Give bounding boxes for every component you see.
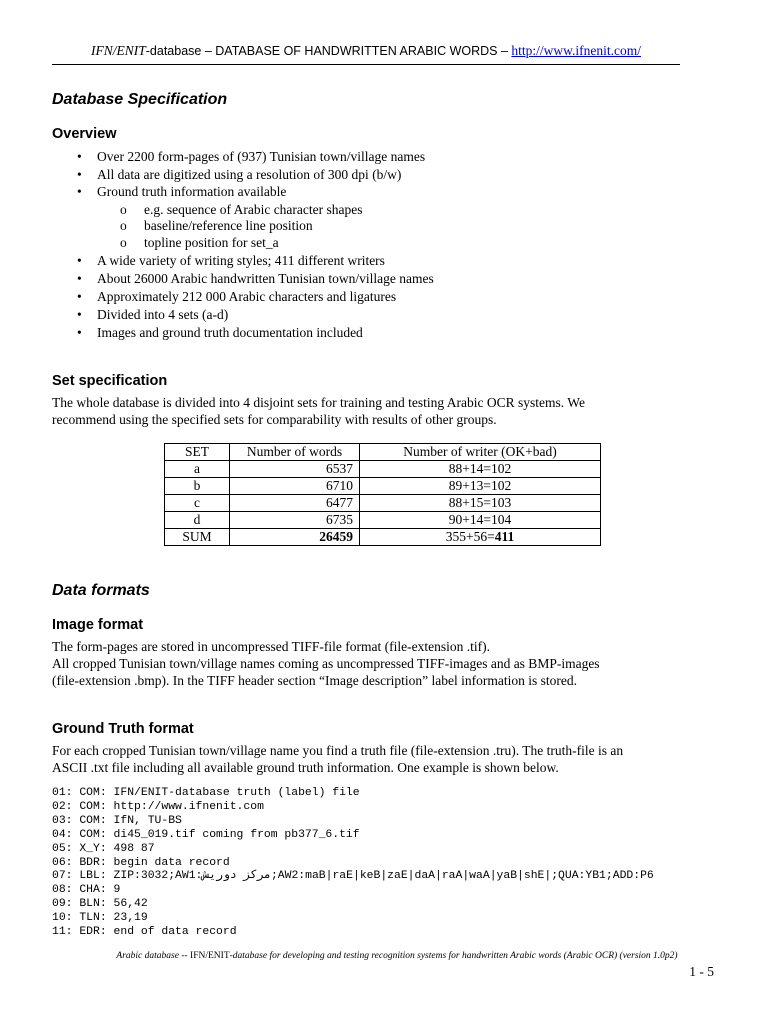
overview-sub-bullet: o e.g. sequence of Arabic character shapes <box>144 201 363 218</box>
overview-bullet: • Ground truth information available <box>97 183 286 201</box>
truth-file-example <box>52 787 654 940</box>
code-line: 04: COM: di45_019.tif coming from pb377_6.tif <box>52 828 360 841</box>
table-header-cell: Number of words <box>230 444 360 461</box>
code-line: 07: LBL: ZIP:3032;AW1:مركز دوريش;AW2:maB|raE|keB|zaE|daA|raA|waA|yaB|shE|;QUA:YB1;ADD:P6 <box>52 870 654 883</box>
overview-bullet: • All data are digitized using a resolution of 300 dpi (b/w) <box>97 166 401 184</box>
subsection-heading-ground-truth-format: Ground Truth format <box>52 721 194 737</box>
page-header <box>52 43 680 59</box>
code-line: 11: EDR: end of data record <box>52 926 237 939</box>
header-database-suffix: -database <box>145 44 202 58</box>
table-cell: d <box>165 512 230 529</box>
overview-bullet: • Approximately 212 000 Arabic characters and ligatures <box>97 288 396 306</box>
overview-sub-bullet: o baseline/reference line position <box>144 217 313 234</box>
table-cell: c <box>165 495 230 512</box>
table-sum-writers <box>360 529 601 546</box>
table-cell: 89+13=102 <box>360 478 601 495</box>
section-heading-database-specification: Database Specification <box>52 91 228 108</box>
ground-truth-line: For each cropped Tunisian town/village name you find a truth file (file-extension .tru). The truth-file is an <box>52 743 624 758</box>
code-line: 09: BLN: 56,42 <box>52 898 148 911</box>
footer-ifnenit: IFN/ENIT <box>190 951 230 961</box>
table-row <box>165 512 601 529</box>
table-row <box>165 461 601 478</box>
overview-bullet: • Divided into 4 sets (a-d) <box>97 306 228 324</box>
set-spec-paragraph-line: recommend using the specified sets for comparability with results of other groups. <box>52 412 497 427</box>
table-header-row <box>165 444 601 461</box>
page-number: 1 - 5 <box>689 964 714 979</box>
header-ifnenit: IFN/ENIT <box>91 43 146 58</box>
table-header-cell: SET <box>165 444 230 461</box>
overview-bullet: • Over 2200 form-pages of (937) Tunisian town/village names <box>97 148 425 166</box>
table-cell: 88+15=103 <box>360 495 601 512</box>
table-cell: 6477 <box>230 495 360 512</box>
table-row <box>165 495 601 512</box>
table-sum-words <box>230 529 360 546</box>
subsection-heading-image-format: Image format <box>52 617 144 633</box>
table-cell: 6735 <box>230 512 360 529</box>
subsection-heading-overview: Overview <box>52 126 117 142</box>
header-separator: – <box>201 44 216 58</box>
table-row <box>165 478 601 495</box>
overview-sub-bullet: o topline position for set_a <box>144 234 279 251</box>
ground-truth-line: ASCII .txt file including all available ground truth information. One example is shown below. <box>52 760 559 775</box>
table-cell: a <box>165 461 230 478</box>
header-title: DATABASE OF HANDWRITTEN ARABIC WORDS <box>215 44 498 58</box>
table-sum-writers-total: 411 <box>494 529 515 544</box>
table-sum-words-value: 26459 <box>319 529 353 544</box>
footer-rest: -database for developing and testing recognition systems for handwritten Arabic words (Arabic OCR) (version 1.0p2) <box>229 951 678 961</box>
table-sum-label: SUM <box>165 529 230 546</box>
table-cell: 88+14=102 <box>360 461 601 478</box>
code-line: 05: X_Y: 498 87 <box>52 842 155 855</box>
table-cell: 6710 <box>230 478 360 495</box>
set-spec-paragraph-line: The whole database is divided into 4 disjoint sets for training and testing Arabic OCR systems. We <box>52 395 585 410</box>
header-rule <box>52 64 680 65</box>
code-line: 02: COM: http://www.ifnenit.com <box>52 800 264 813</box>
image-format-line: (file-extension .bmp). In the TIFF header section “Image description” label information is stored. <box>52 673 577 688</box>
image-format-line: The form-pages are stored in uncompressed TIFF-file format (file-extension .tif). <box>52 639 490 654</box>
header-separator: – <box>497 44 512 58</box>
subsection-heading-set-specification: Set specification <box>52 373 168 389</box>
code-line: 01: COM: IFN/ENIT-database truth (label) file <box>52 787 360 799</box>
page-footer <box>52 951 742 961</box>
table-sum-writers-prefix: 355+56= <box>445 529 495 544</box>
section-heading-data-formats: Data formats <box>52 582 150 599</box>
header-url-link[interactable]: http://www.ifnenit.com/ <box>511 43 641 58</box>
overview-bullet: • About 26000 Arabic handwritten Tunisian town/village names <box>97 270 434 288</box>
overview-bullet: • A wide variety of writing styles; 411 different writers <box>97 252 385 270</box>
code-line: 10: TLN: 23,19 <box>52 912 148 925</box>
code-line: 03: COM: IfN, TU-BS <box>52 814 182 827</box>
overview-bullet: • Images and ground truth documentation included <box>97 324 363 342</box>
code-line: 08: CHA: 9 <box>52 884 121 897</box>
image-format-line: All cropped Tunisian town/village names coming as uncompressed TIFF-images and as BMP-images <box>52 656 600 671</box>
table-cell: b <box>165 478 230 495</box>
set-specification-table <box>164 443 601 546</box>
table-cell: 90+14=104 <box>360 512 601 529</box>
footer-prefix: Arabic database -- <box>116 951 191 961</box>
table-sum-row <box>165 529 601 546</box>
table-header-cell: Number of writer (OK+bad) <box>360 444 601 461</box>
code-line: 06: BDR: begin data record <box>52 856 230 869</box>
table-cell: 6537 <box>230 461 360 478</box>
